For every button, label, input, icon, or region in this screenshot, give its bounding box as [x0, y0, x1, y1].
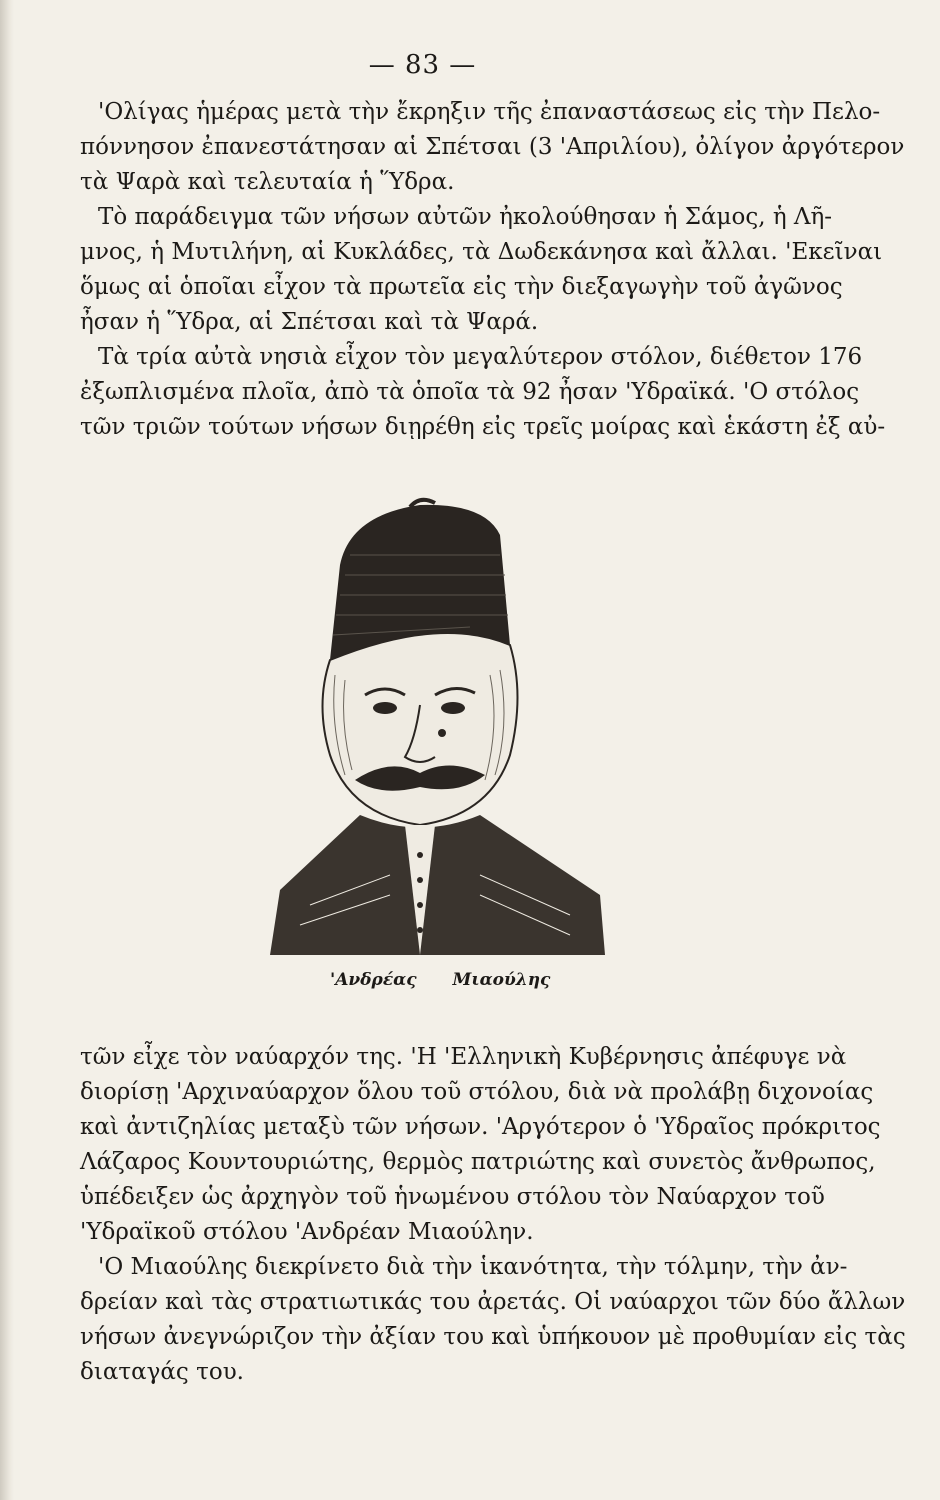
text-line: ἦσαν ἡ Ὕδρα, αἱ Σπέτσαι καὶ τὰ Ψαρά.: [80, 309, 539, 335]
portrait-caption: 'Ανδρέας Μιαούλης: [330, 970, 551, 990]
text-line: ὑπέδειξεν ὡς ἀρχηγὸν τοῦ ἡνωμένου στόλου τὸν Ναύαρχον τοῦ: [80, 1184, 825, 1210]
bottom-text-block: [80, 1040, 906, 1390]
text-line: Τὰ τρία αὐτὰ νησιὰ εἶχον τὸν μεγαλύτερον στόλον, διέθετον 176: [98, 344, 863, 370]
page-spine-shadow: [0, 0, 14, 1500]
page-number: — 83 —: [368, 50, 477, 80]
portrait-engraving: [270, 495, 605, 955]
text-line: 'Υδραϊκοῦ στόλου 'Ανδρέαν Μιαούλην.: [80, 1219, 534, 1245]
text-line: Τὸ παράδειγμα τῶν νήσων αὐτῶν ἠκολούθησαν ἡ Σάμος, ἡ Λῆ-: [98, 204, 833, 230]
text-line: δρείαν καὶ τὰς στρατιωτικάς του ἀρετάς. Οἱ ναύαρχοι τῶν δύο ἄλλων: [80, 1289, 906, 1315]
text-line: νήσων ἀνεγνώριζον τὴν ἀξίαν του καὶ ὑπήκουον μὲ προθυμίαν εἰς τὰς: [80, 1324, 906, 1350]
text-line: τὰ Ψαρὰ καὶ τελευταία ἡ Ὕδρα.: [80, 169, 455, 195]
text-line: καὶ ἀντιζηλίας μεταξὺ τῶν νήσων. 'Αργότερον ὁ 'Υδραῖος πρόκριτος: [80, 1114, 881, 1140]
text-line: Λάζαρος Κουντουριώτης, θερμὸς πατριώτης καὶ συνετὸς ἄνθρωπος,: [80, 1149, 876, 1175]
text-line: 'Ολίγας ἡμέρας μετὰ τὴν ἔκρηξιν τῆς ἐπαναστάσεως εἰς τὴν Πελο-: [98, 99, 881, 125]
text-line: μνος, ἡ Μυτιλήνη, αἱ Κυκλάδες, τὰ Δωδεκάνησα καὶ ἄλλαι. 'Εκεῖναι: [80, 239, 883, 265]
text-line: ἐξωπλισμένα πλοῖα, ἀπὸ τὰ ὁποῖα τὰ 92 ἦσαν 'Υδραϊκά. 'Ο στόλος: [80, 379, 860, 405]
coat: [270, 815, 605, 955]
text-line: τῶν τριῶν τούτων νήσων διῃρέθη εἰς τρεῖς μοίρας καὶ ἑκάστη ἐξ αὐ-: [80, 414, 886, 440]
top-text-block: [80, 95, 905, 445]
text-line: 'Ο Μιαούλης διεκρίνετο διὰ τὴν ἱκανότητα, τὴν τόλμην, τὴν ἀν-: [98, 1254, 848, 1280]
face-outline: [323, 633, 518, 825]
text-line: διορίσῃ 'Αρχιναύαρχον ὅλου τοῦ στόλου, διὰ νὰ προλάβῃ διχονοίας: [80, 1079, 874, 1105]
text-line: πόννησον ἐπανεστάτησαν αἱ Σπέτσαι (3 'Απριλίου), ὀλίγον ἀργότερον: [80, 134, 905, 160]
text-line: ὅμως αἱ ὁποῖαι εἶχον τὰ πρωτεῖα εἰς τὴν διεξαγωγὴν τοῦ ἀγῶνος: [80, 274, 843, 300]
text-line: διαταγάς του.: [80, 1359, 244, 1385]
text-line: τῶν εἶχε τὸν ναύαρχόν της. 'Η 'Ελληνικὴ Κυβέρνησις ἀπέφυγε νὰ: [80, 1044, 847, 1070]
